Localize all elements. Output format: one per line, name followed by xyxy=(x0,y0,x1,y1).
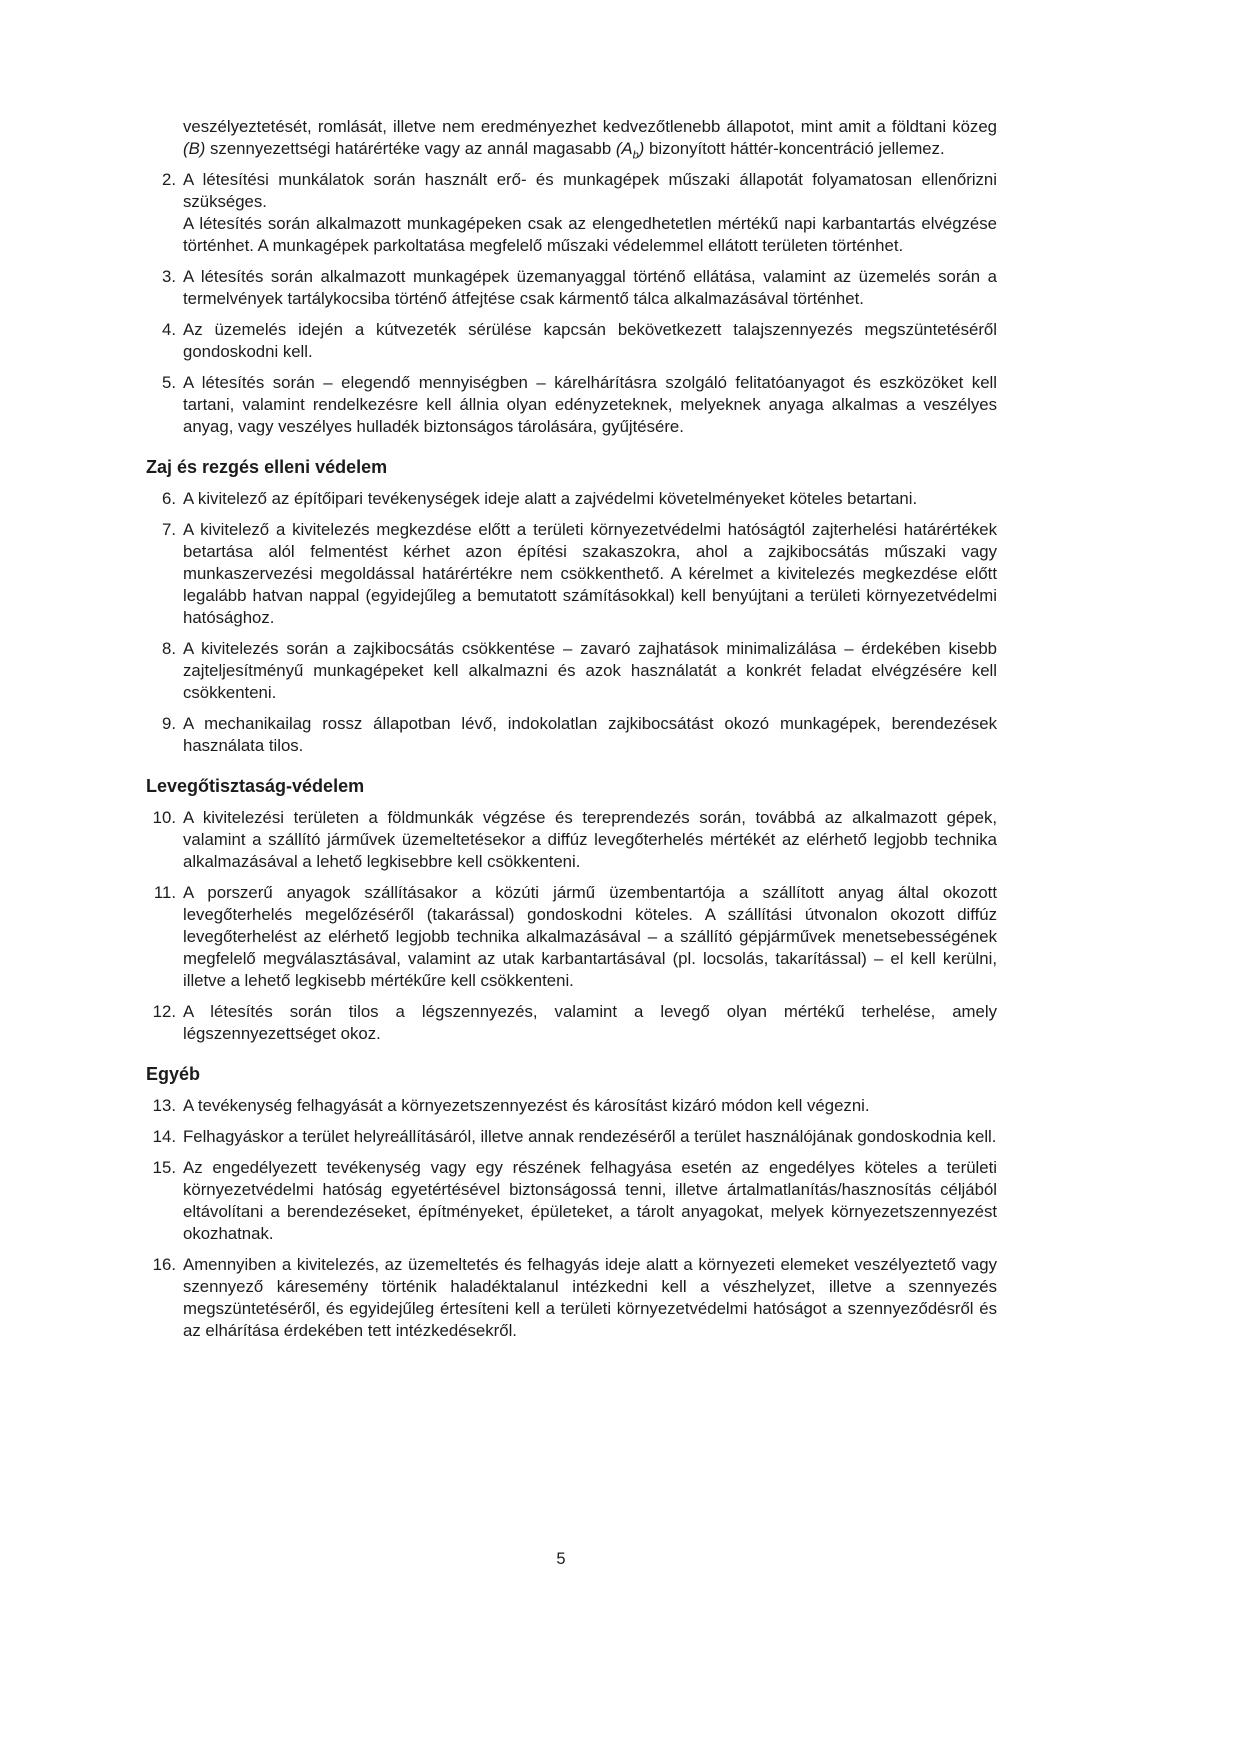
list-item-text xyxy=(183,1157,997,1245)
list-item-text xyxy=(183,713,997,757)
list-item-paragraph: Az üzemelés idején a kútvezeték sérülése kapcsán bekövetkezett talajszennyezés megszüntetéséről gondoskodni kell. xyxy=(183,320,997,361)
list-item xyxy=(146,266,997,310)
list-item-text xyxy=(183,1001,997,1045)
list-item xyxy=(146,882,997,992)
list-item-text xyxy=(183,266,997,310)
text-segment: bizonyított háttér-koncentráció jellemez. xyxy=(644,139,945,158)
list-item-number: 7. xyxy=(162,520,176,539)
list-item-paragraph: A tevékenység felhagyását a környezetszennyezést és károsítást kizáró módon kell végezni. xyxy=(183,1096,870,1115)
list-item xyxy=(146,1095,997,1117)
list-item-number: 15. xyxy=(152,1158,176,1177)
list-item-number: 13. xyxy=(152,1096,176,1115)
list-item-paragraph: A létesítés során alkalmazott munkagépeken csak az elengedhetetlen mértékű napi karbantartás elvégzése történhet. A munkagépek parkoltatása megfelelő műszaki védelemmel ellátott területen történhet. xyxy=(183,214,997,255)
list-item-text xyxy=(183,1095,997,1117)
list-item xyxy=(146,713,997,757)
intro-paragraph xyxy=(183,116,997,160)
list-item xyxy=(146,1157,997,1245)
list-item-paragraph: A kivitelezési területen a földmunkák végzése és tereprendezés során, továbbá az alkalmazott gépek, valamint a szállító járművek üzemeltetésekor a diffúz levegőterhelés mértékét az elérhető legjobb technika alkalmazásával a lehető legkisebbre kell csökkenteni. xyxy=(183,808,997,871)
document-content xyxy=(146,116,997,1342)
list-item-number: 5. xyxy=(162,373,176,392)
list-item-text xyxy=(183,638,997,704)
list-item-paragraph: A létesítés során tilos a légszennyezés, valamint a levegő olyan mértékű terhelése, amely légszennyezettséget okoz. xyxy=(183,1002,997,1043)
list-item xyxy=(146,807,997,873)
list-item-text xyxy=(183,319,997,363)
list-item-paragraph: Amennyiben a kivitelezés, az üzemeltetés és felhagyás ideje alatt a környezeti elemeket veszélyeztető vagy szennyező káresemény történik haladéktalanul intézkedni kell a vészhelyzet, illetve a szennyezés megszüntetéséről, és egyidejűleg értesíteni kell a területi környezetvédelmi hatóságot a szennyeződésről és az elhárítása érdekében tett intézkedésekről. xyxy=(183,1255,997,1340)
list-item-text xyxy=(183,1254,997,1342)
list-item-number: 3. xyxy=(162,267,176,286)
list-item-paragraph: A mechanikailag rossz állapotban lévő, indokolatlan zajkibocsátást okozó munkagépek, berendezések használata tilos. xyxy=(183,714,997,755)
page-number: 5 xyxy=(556,1550,566,1568)
list-item-number: 12. xyxy=(152,1002,176,1021)
list-item-number: 16. xyxy=(152,1255,176,1274)
list-item-text xyxy=(183,169,997,257)
list-item xyxy=(146,1126,997,1148)
list-item-number: 4. xyxy=(162,320,176,339)
list-item-text xyxy=(183,488,997,510)
list-item xyxy=(146,519,997,629)
list-item xyxy=(146,638,997,704)
section-heading: Zaj és rezgés elleni védelem xyxy=(146,457,388,477)
list-item-text xyxy=(183,882,997,992)
list-item-number: 9. xyxy=(162,714,176,733)
list-item-text xyxy=(183,1126,997,1148)
text-segment: ) xyxy=(638,139,645,158)
list-item-text xyxy=(183,807,997,873)
list-item-paragraph: A kivitelezés során a zajkibocsátás csökkentése – zavaró zajhatások minimalizálása – érdekében kisebb zajteljesítményű munkagépeket kell alkalmazni és azok használatát a konkrét feladat elvégzésére kell csökkenteni. xyxy=(183,639,997,702)
text-segment: (A xyxy=(615,139,633,158)
text-segment: (B) xyxy=(183,139,206,158)
list-item-text xyxy=(183,372,997,438)
list-item-paragraph: A kivitelező a kivitelezés megkezdése előtt a területi környezetvédelmi hatóságtól zajterhelési határértékek betartása alól felmentést kérhet azon építési szakaszokra, ahol a zajkibocsátás műszaki vagy munkaszervezési megoldással határértékre nem csökkenthető. A kérelmet a kivitelezés megkezdése előtt legalább hatvan nappal (egyidejűleg a bemutatott számításokkal) kell benyújtani a területi környezetvédelmi hatósághoz. xyxy=(183,520,997,627)
text-segment: b xyxy=(632,149,639,162)
list-item-paragraph: Felhagyáskor a terület helyreállításáról, illetve annak rendezéséről a terület használójának gondoskodnia kell. xyxy=(183,1127,997,1146)
list-item xyxy=(146,169,997,257)
list-item xyxy=(146,1254,997,1342)
section-heading: Levegőtisztaság-védelem xyxy=(146,776,365,796)
list-item xyxy=(146,488,997,510)
list-item-paragraph: A létesítés során – elegendő mennyiségben – kárelhárításra szolgáló felitatóanyagot és eszközöket kell tartani, valamint rendelkezésre kell állnia olyan edényzeteknek, melyeknek anyaga alkalmas a veszélyes anyag, vagy veszélyes hulladék biztonságos tárolására, gyűjtésére. xyxy=(183,373,997,436)
list-item-number: 10. xyxy=(152,808,176,827)
list-item-number: 6. xyxy=(162,489,176,508)
list-item-number: 2. xyxy=(162,170,176,189)
list-item-number: 14. xyxy=(152,1127,176,1146)
list-item-number: 8. xyxy=(162,639,176,658)
list-item xyxy=(146,372,997,438)
list-item xyxy=(146,1001,997,1045)
list-item-paragraph: A porszerű anyagok szállításakor a közúti jármű üzembentartója a szállított anyag által okozott levegőterhelés megelőzéséről (takarással) gondoskodni köteles. A szállítási útvonalon okozott diffúz levegőterhelést az elérhető legjobb technika alkalmazásával – a szállító gépjárművek menetsebességének megfelelő megválasztásával, valamint az utak karbantartásával (pl. locsolás, takarítással) – el kell kerülni, illetve a lehető legkisebb mértékűre kell csökkenteni. xyxy=(183,883,997,990)
list-item xyxy=(146,319,997,363)
list-item-paragraph: Az engedélyezett tevékenység vagy egy részének felhagyása esetén az engedélyes köteles a területi környezetvédelmi hatóság egyetértésével biztonságossá tenni, illetve ártalmatlanítás/hasznosítás céljából eltávolítani a berendezéseket, építményeket, épületeket, a tárolt anyagokat, melyek környezetszennyezést okozhatnak. xyxy=(183,1158,997,1243)
list-item-paragraph: A létesítési munkálatok során használt erő- és munkagépek műszaki állapotát folyamatosan ellenőrizni szükséges. xyxy=(183,170,997,211)
text-segment: veszélyeztetését, romlását, illetve nem eredményezhet kedvezőtlenebb állapotot, mint amit a földtani közeg xyxy=(183,117,997,136)
list-item-number: 11. xyxy=(153,883,176,902)
text-segment: szennyezettségi határértéke vagy az annál magasabb xyxy=(205,139,616,158)
section-heading: Egyéb xyxy=(146,1064,201,1084)
list-item-paragraph: A létesítés során alkalmazott munkagépek üzemanyaggal történő ellátása, valamint az üzemelés során a termelvények tartálykocsiba történő átfejtése csak kármentő tálca alkalmazásával történhet. xyxy=(183,267,997,308)
list-item-text xyxy=(183,519,997,629)
list-item-paragraph: A kivitelező az építőipari tevékenységek ideje alatt a zajvédelmi követelményeket köteles betartani. xyxy=(183,489,918,508)
